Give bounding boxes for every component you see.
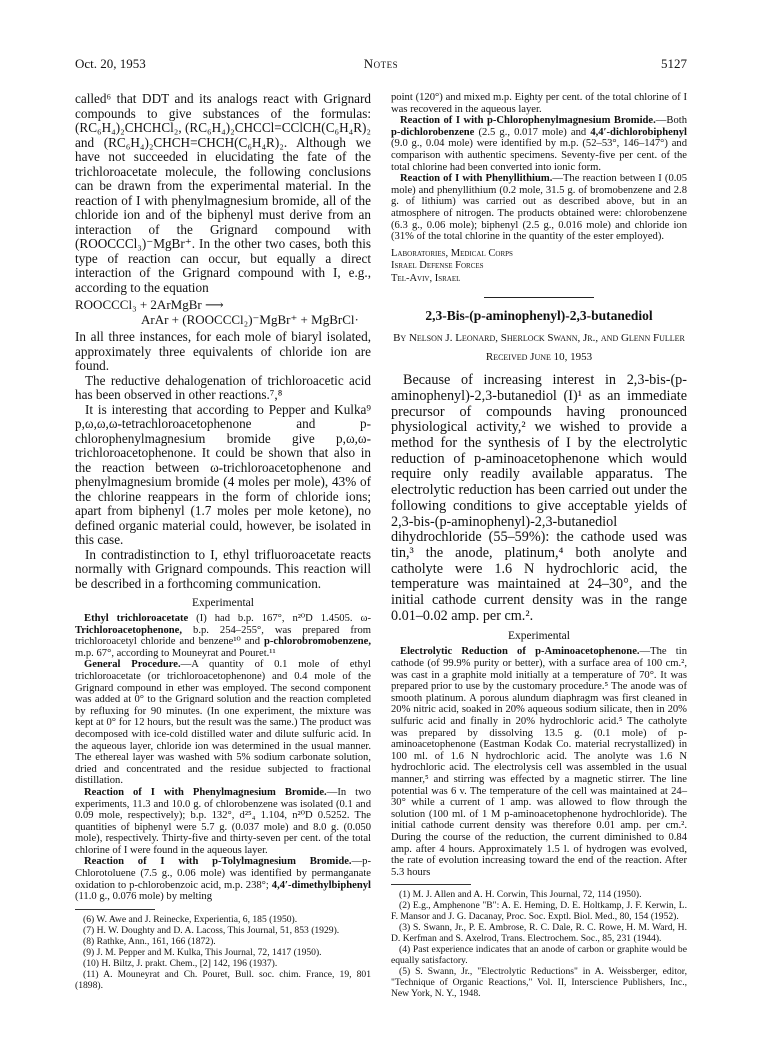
paragraph (75, 787, 371, 857)
footnote: (10) H. Biltz, J. prakt. Chem., [2] 142, 196 (1937). (83, 957, 278, 969)
paragraph: point (120°) and mixed m.p. Eighty per cent. of the total chlorine of I was recovered in the aqueous layer. (391, 92, 687, 115)
received-date: Received June 10, 1953 (485, 351, 593, 364)
page-number: 5127 (661, 56, 687, 71)
paragraph (391, 173, 687, 243)
experimental-continued (391, 92, 687, 243)
paragraph (75, 659, 371, 787)
footnotes (391, 889, 687, 999)
compound-name: Trichloroacetophenone, (75, 624, 183, 636)
running-title: Notes (363, 56, 399, 71)
compound-name: 4,4′-dimethylbiphenyl (271, 879, 371, 891)
run-in-heading: General Procedure. (84, 659, 181, 671)
footnote: (1) M. J. Allen and A. H. Corwin, This Journal, 72, 114 (1950). (399, 889, 642, 901)
run-in-heading: Reaction of I with p-Chlorophenylmagnesium Bromide. (400, 115, 656, 127)
footnote: (6) W. Awe and J. Reinecke, Experientia, 6, 185 (1950). (83, 913, 298, 925)
footnotes (75, 914, 371, 991)
paragraph: The reductive dehalogenation of trichloroacetic acid has been observed in other reactions.⁷,⁸ (75, 372, 371, 402)
text-run: (11.0 g., 0.076 mole) by melting (75, 891, 213, 903)
text-run: (2.5 g., 0.017 mole) and (474, 126, 591, 138)
text-run: (I) had b.p. 167°, n²⁰D 1.4505. ω- (188, 613, 371, 624)
section-heading: Experimental (192, 597, 254, 609)
experimental-section (75, 613, 371, 903)
footnote: (4) Past experience indicates that an anode of carbon or graphite would be equally satisfactory. (391, 944, 687, 967)
footnote: (9) J. M. Pepper and M. Kulka, This Journal, 72, 1417 (1950). (83, 946, 322, 958)
left-column (75, 92, 371, 991)
run-in-heading: Reaction of I with Phenyllithium. (400, 173, 553, 185)
article-divider (484, 297, 594, 298)
text-run: —A quantity of 0.1 mole of ethyl trichloroacetate (or trichloroacetophenone) and 0.4 mole of the Grignard compound in ether was employed. The second component was added at 0° to the Grignard solution and the reaction completed by refluxing for 90 minutes. (In one experiment, the mixture was kept at 0° for 12 hours, but the result was the same.) The product was decomposed with ice-cold distilled water and dilute sulfuric acid. In the aqueous layer, chloride ion was determined in the usual manner. The ethereal layer was washed with 5% sodium carbonate solution, dried and concentrated and the residue subjected to fractional distillation. (75, 659, 371, 787)
paragraph: In contradistinction to I, ethyl trifluoroacetate reacts normally with Grignard compounds. This reaction will be described in a forthcoming communication. (75, 546, 371, 591)
footnote: (11) A. Mouneyrat and Ch. Pouret, Bull. soc. chim. France, 19, 801 (1898). (75, 968, 371, 991)
footnote: (7) H. W. Doughty and D. A. Lacoss, This Journal, 51, 853 (1929). (83, 924, 340, 936)
reaction-equation (75, 297, 371, 327)
issue-date: Oct. 20, 1953 (75, 56, 146, 71)
text-run: —p-Chlorotoluene (7.5 g., 0.06 mole) was identified by permanganate oxidation to p-chlorobenzoic acid, m.p. 238°; (75, 856, 371, 891)
text-run: —The tin cathode (of 99.9% purity or better), with a surface area of 100 cm.², was cast in a graphite mold initially at a temperature of 70°. It was prepared prior to use by the customary procedure.⁵ The anode was of smooth platinum. A porous alundum diaphragm was first cleaned in 20% nitric acid, soaked in 20% aqueous sodium silicate, then in 20% sulfuric acid and finally in 20% hydrochloric acid.⁵ The catholyte was prepared by dissolving 13.5 g. (0.1 mole) of p-aminoacetophenone (Eastman Kodak Co. material recrystallized) in 100 ml. of 1.6 N hydrochloric acid. The anolyte was 1.6 N hydrochloric acid. The electrolysis cell was assembled in the usual manner,⁵ and stirring was effected by a magnetic stirrer. The line potential was 6 v. The temperature of the cell was maintained at 24–30° while a current of 1 amp. was allowed to flow through the solution (100 ml. of 1 M p-aminoacetophenone hydrochloride). The initial cathode current density was therefore 0.01 amp. per cm.². During the course of the reduction, the current diminished to 0.84 amp. after 4 hours. Approximately 1.5 l. of hydrogen was evolved, the rate of evolution increasing toward the end of the reaction. After 5.3 hours (391, 646, 687, 878)
text-run: m.p. 67°, according to Mouneyrat and Pouret.¹¹ (75, 647, 276, 659)
compound-name: p-chlorobromobenzene, (263, 636, 371, 648)
article-title: 2,3-Bis-(p-aminophenyl)-2,3-butanediol (425, 308, 653, 324)
run-in-heading: Reaction of I with Phenylmagnesium Bromide. (84, 786, 327, 798)
text-run: —The reaction between I (0.05 mole) and phenyllithium (0.2 mole, 31.5 g. of bromobenzene and 2.8 g. of lithium) was carried out as described above, but in an atmosphere of nitrogen. The products obtained were: chlorobenzene (6.3 g., 0.06 mole); biphenyl (2.5 g., 0.016 mole) and chloride ion (31% of the total chlorine in the quantity of the ester employed). (391, 173, 687, 243)
footnote: (8) Rathke, Ann., 161, 166 (1872). (83, 935, 216, 947)
paragraph: called⁶ that DDT and its analogs react with Grignard compounds to give substances of the formulas: (RC₆H₄)₂CHCHCl₂, (RC₆H₄)₂CHCCl=CClCH(C₆H₄R)₂ and (RC₆H₄)₂CHCH=CHCH(C₆H₄R)₂. Although we have not succeeded in elucidating the fate of the trichloroacetate molecule, the following conclusions can be drawn from the experimental material. In the reaction of I with phenylmagnesium bromide, all of the chloride ion and of the biphenyl must derive from an interaction of the Grignard compound with (ROOCCCl₃)⁻MgBr⁺. In the other two cases, both this type of reaction can occur, but equally a direct interaction of the Grignard compound with I, e.g., according to the equation (75, 91, 371, 295)
page-header (75, 56, 687, 72)
paragraph: In all three instances, for each mole of biaryl isolated, approximately three equivalents of chloride ion are found. (75, 329, 371, 373)
text-run: b.p. 254–255°, was prepared from trichloroacetyl chloride and benzene¹⁰ and (75, 624, 371, 648)
footnote-divider (75, 909, 155, 910)
compound-name: 4,4′-dichlorobiphenyl (590, 126, 687, 138)
footnote: (2) E.g., Amphenone "B": A. E. Heming, D. E. Holtkamp, J. F. Kerwin, L. F. Mansor and J. G. Dacanay, Proc. Soc. Exptl. Biol. Med., 80, 154 (1952). (391, 900, 687, 923)
run-in-heading: Electrolytic Reduction of p-Aminoacetophenone. (400, 646, 640, 658)
text-run: (9.0 g., 0.04 mole) were identified by m.p. (52–53°, 146–147°) and comparison with authentic specimens. Seventy-five per cent. of the total chlorine had been converted into ionic form. (391, 138, 687, 173)
article-authors: By Nelson J. Leonard, Sherlock Swann, Jr., and Glenn Fuller (393, 332, 685, 345)
paragraph: It is interesting that according to Pepper and Kulka⁹ p,ω,ω,ω-tetrachloroacetophenone and p-chlorophenylmagnesium bromide give p,ω,ω-trichloroacetophenone. It could be shown that also in the reaction between ω-trichloroacetophenone and phenylmagnesium bromide (4 moles per mole), 43% of the chlorine reappears in the form of chloride ions; apart from biphenyl (1.7 moles per mole ketone), no defined organic material could, however, be isolated in this case. (75, 401, 371, 547)
affiliation-line: Israel Defense Forces (391, 260, 484, 272)
article-intro (391, 373, 687, 624)
affiliation-line: Tel-Aviv, Israel (391, 272, 461, 284)
text-run: —In two experiments, 11.3 and 10.0 g. of chlorobenzene was isolated (0.1 and 0.09 mole, respectively); b.p. 132°, d²⁵₄ 1.104, n²⁰D 0.5252. The quantities of biphenyl were 5.7 g. (0.037 mole) and 8.0 g. (0.050 mole), respectively. Thirty-five and thirty-seven per cent. of the total chlorine of I were found in the aqueous layer. (75, 786, 371, 856)
paragraph (391, 115, 687, 173)
paragraph (391, 646, 687, 878)
compound-name: Ethyl trichloroacetate (84, 613, 189, 624)
right-column (391, 92, 687, 999)
footnote: (3) S. Swann, Jr., P. E. Ambrose, R. C. Dale, R. C. Rowe, H. M. Ward, H. D. Kerfman and S. Axelrod, Trans. Electrochem. Soc., 85, 231 (1944). (391, 922, 687, 945)
paragraph: Because of increasing interest in 2,3-bis-(p-aminophenyl)-2,3-butanediol (I)¹ as an immediate precursor of compounds having pronounced physiological activity,² we wished to provide a method for the synthesis of I by the electrolytic reduction of p-aminoacetophenone which would require only readily available apparatus. The electrolytic reduction has been carried out under the following conditions to give acceptable yields of 2,3-bis-(p-aminophenyl)-2,3-butanediol dihydrochloride (55–59%): the cathode used was tin,³ the anode, platinum,⁴ both anolyte and catholyte were 1.6 N hydrochloric acid, the temperature was maintained at 24–30°, and the initial cathode current density was in the range 0.01–0.02 amp. per cm.². (391, 372, 687, 624)
affiliation-line: Laboratories, Medical Corps (391, 247, 513, 259)
equation-line: ROOCCCl₃ + 2ArMgBr ⟶ (75, 297, 224, 312)
affiliation (391, 248, 687, 286)
text-run: —Both (655, 115, 687, 127)
equation-line: ArAr + (ROOCCCl₂)⁻MgBr⁺ + MgBrCl· (141, 312, 359, 327)
run-in-heading: Reaction of I with p-Tolylmagnesium Bromide. (84, 856, 352, 868)
experimental-section (391, 646, 687, 878)
compound-name: p-dichlorobenzene (391, 126, 475, 138)
section-heading: Experimental (508, 630, 570, 643)
paragraph (75, 856, 371, 902)
paragraph (75, 613, 371, 659)
footnote: (5) S. Swann, Jr., "Electrolytic Reductions" in A. Weissberger, editor, "Technique of Organic Reactions," Vol. II, Interscience Publishers, Inc., New York, N. Y., 1948. (391, 966, 687, 1000)
footnote-divider (391, 884, 471, 885)
